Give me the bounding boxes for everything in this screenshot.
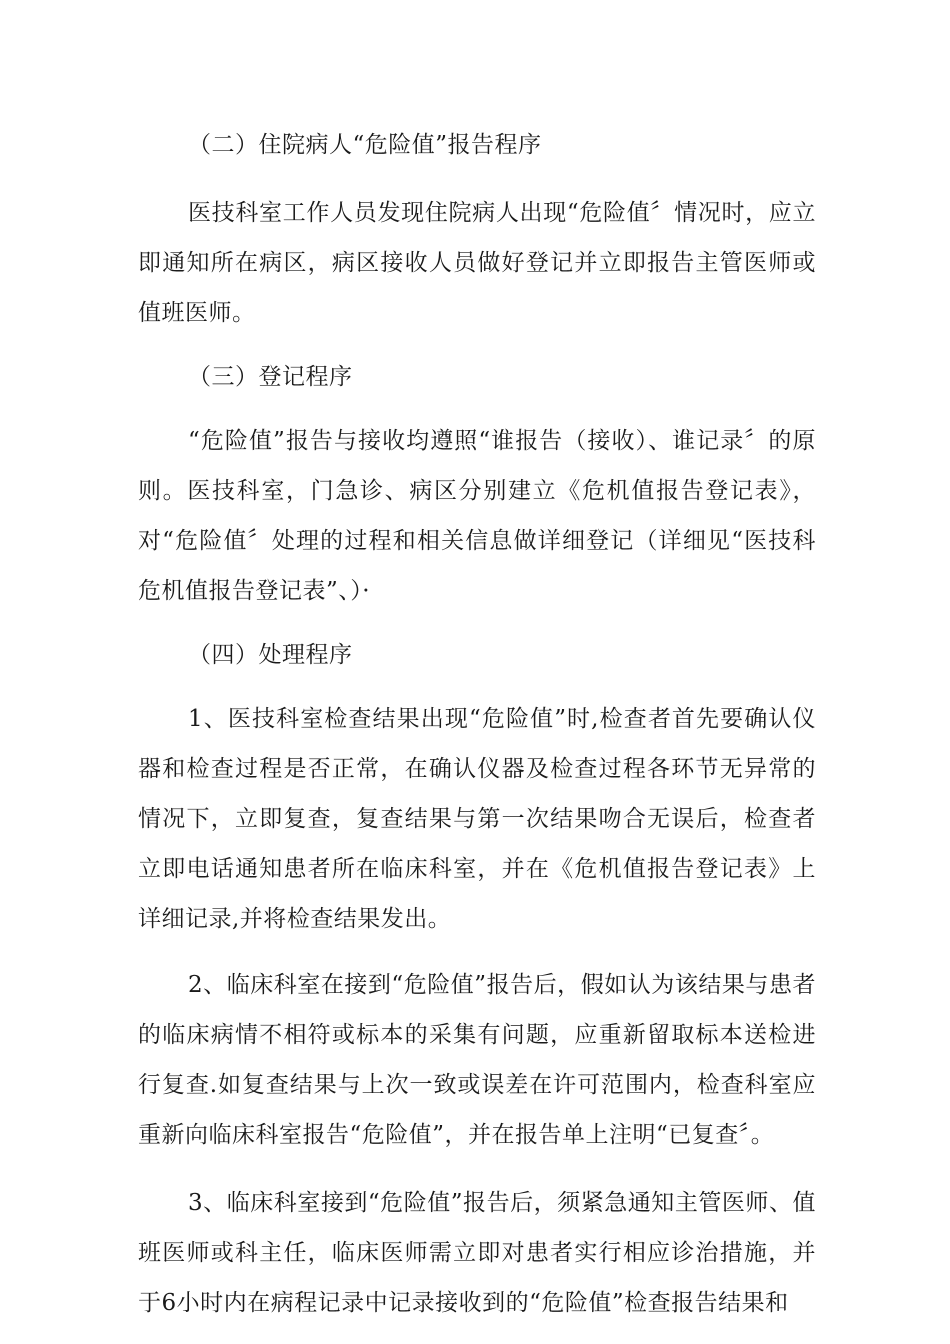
section-heading-inpatient-report: （二）住院病人“危险值”报告程序 bbox=[188, 132, 542, 158]
paragraph-handling-step-2: 2、临床科室在接到“危险值”报告后，假如认为该结果与患者的临床病情不相符或标本的采集有问题，应重新留取标本送检进行复查.如复查结果与上次一致或误差在许可范围内，检查科室应重新向临床科室报告“危险值”，并在报告单上注明“已复查〞。 bbox=[138, 972, 816, 1148]
section-heading-registration: （三）登记程序 bbox=[188, 364, 353, 390]
paragraph-inpatient-report: 医技科室工作人员发现住院病人出现“危险值〞情况时，应立即通知所在病区，病区接收人员做好登记并立即报告主管医师或值班医师。 bbox=[138, 200, 816, 326]
paragraph-registration: “危险值”报告与接收均遵照“谁报告（接收）、谁记录〞的原则。医技科室，门急诊、病区分别建立《危机值报告登记表》，对“危险值〞处理的过程和相关信息做详细登记（详细见“医技科危机值报告登记表”、）· bbox=[138, 428, 816, 604]
section-heading-handling: （四）处理程序 bbox=[188, 642, 353, 668]
paragraph-handling-step-1: 1、医技科室检查结果出现“危险值”时,检查者首先要确认仪器和检查过程是否正常，在确认仪器及检查过程各环节无异常的情况下，立即复查，复查结果与第一次结果吻合无误后，检查者立即电话通知患者所在临床科室，并在《危机值报告登记表》上详细记录,并将检查结果发出。 bbox=[138, 706, 816, 932]
paragraph-handling-step-3: 3、临床科室接到“危险值”报告后，须紧急通知主管医师、值班医师或科主任，临床医师需立即对患者实行相应诊治措施，并于6小时内在病程记录中记录接收到的“危险值”检查报告结果和 bbox=[138, 1190, 816, 1316]
